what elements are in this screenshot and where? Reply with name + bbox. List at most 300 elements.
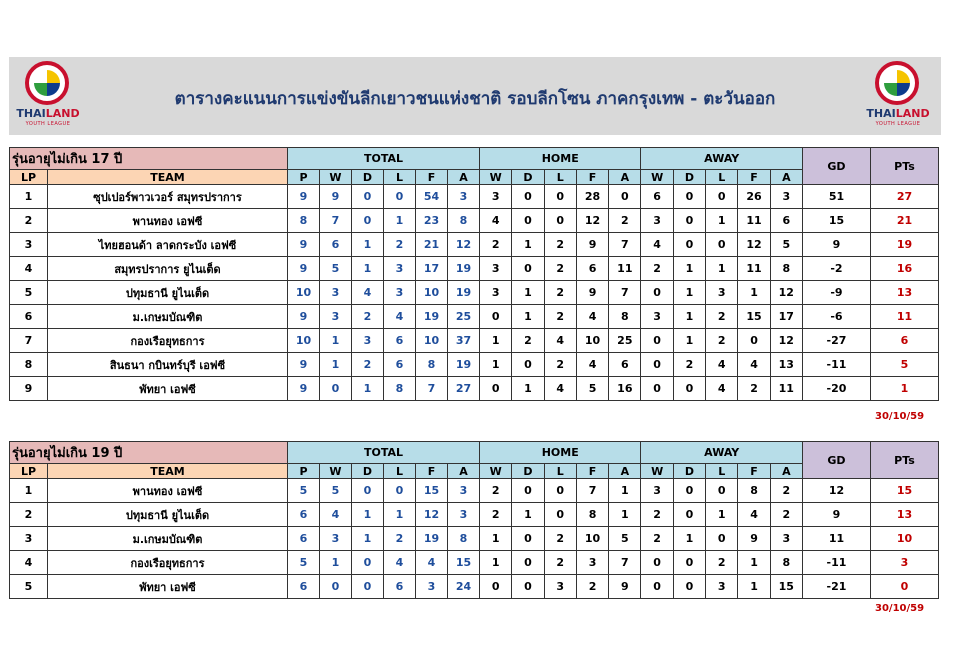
away-stat-cell: 1 — [673, 305, 705, 329]
home-col-header: L — [544, 464, 576, 479]
away-stat-cell: 4 — [738, 353, 770, 377]
home-stat-cell: 1 — [512, 281, 544, 305]
home-stat-cell: 2 — [609, 209, 641, 233]
total-col-header: A — [448, 464, 480, 479]
home-stat-cell: 1 — [512, 503, 544, 527]
points-cell: 3 — [870, 551, 938, 575]
total-stat-cell: 5 — [320, 257, 352, 281]
total-col-header: W — [320, 170, 352, 185]
standings-table-u19 — [9, 441, 939, 599]
total-stat-cell: 3 — [448, 503, 480, 527]
away-col-header: W — [641, 170, 673, 185]
home-stat-cell: 0 — [544, 209, 576, 233]
total-stat-cell: 25 — [448, 305, 480, 329]
rank-cell: 7 — [10, 329, 48, 353]
home-stat-cell: 6 — [609, 353, 641, 377]
rank-cell: 2 — [10, 503, 48, 527]
total-stat-cell: 2 — [352, 353, 384, 377]
total-stat-cell: 0 — [352, 209, 384, 233]
away-stat-cell: 3 — [770, 185, 802, 209]
goal-difference-cell: -11 — [802, 353, 870, 377]
away-stat-cell: 1 — [673, 281, 705, 305]
table-row — [10, 185, 939, 209]
total-stat-cell: 3 — [448, 185, 480, 209]
total-stat-cell: 2 — [384, 233, 416, 257]
home-stat-cell: 4 — [576, 353, 608, 377]
total-stat-cell: 0 — [352, 185, 384, 209]
points-cell: 19 — [870, 233, 938, 257]
away-stat-cell: 1 — [673, 527, 705, 551]
rank-cell: 3 — [10, 527, 48, 551]
home-stat-cell: 1 — [480, 527, 512, 551]
total-stat-cell: 6 — [384, 575, 416, 599]
total-stat-cell: 7 — [320, 209, 352, 233]
goal-difference-cell: 9 — [802, 503, 870, 527]
away-stat-cell: 8 — [770, 257, 802, 281]
home-stat-cell: 1 — [480, 353, 512, 377]
home-stat-cell: 8 — [576, 503, 608, 527]
home-stat-cell: 0 — [480, 575, 512, 599]
total-stat-cell: 6 — [288, 575, 320, 599]
home-stat-cell: 12 — [576, 209, 608, 233]
goal-difference-cell: -27 — [802, 329, 870, 353]
away-stat-cell: 1 — [706, 209, 738, 233]
home-stat-cell: 25 — [609, 329, 641, 353]
team-name-cell: พานทอง เอฟซี — [48, 209, 288, 233]
total-col-header: L — [384, 464, 416, 479]
home-col-header: D — [512, 170, 544, 185]
away-stat-cell: 2 — [706, 329, 738, 353]
home-stat-cell: 3 — [480, 257, 512, 281]
goal-difference-cell: 12 — [802, 479, 870, 503]
rank-cell: 9 — [10, 377, 48, 401]
points-cell: 6 — [870, 329, 938, 353]
rank-cell: 2 — [10, 209, 48, 233]
points-cell: 27 — [870, 185, 938, 209]
total-stat-cell: 6 — [320, 233, 352, 257]
away-stat-cell: 2 — [770, 503, 802, 527]
total-stat-cell: 10 — [288, 329, 320, 353]
away-stat-cell: 3 — [641, 209, 673, 233]
home-stat-cell: 9 — [576, 233, 608, 257]
team-name-cell: ปทุมธานี ยูไนเต็ด — [48, 503, 288, 527]
total-stat-cell: 3 — [384, 281, 416, 305]
away-col-header: D — [673, 170, 705, 185]
subheader-row — [10, 170, 939, 185]
total-stat-cell: 0 — [384, 185, 416, 209]
total-stat-cell: 27 — [448, 377, 480, 401]
total-stat-cell: 4 — [320, 503, 352, 527]
home-stat-cell: 1 — [609, 479, 641, 503]
total-stat-cell: 0 — [384, 479, 416, 503]
total-stat-cell: 10 — [288, 281, 320, 305]
update-date: 30/10/59 — [875, 603, 925, 614]
away-col-header: F — [738, 170, 770, 185]
logo-subtitle: YOUTH LEAGUE — [25, 121, 71, 127]
home-col-header: F — [576, 170, 608, 185]
away-stat-cell: 26 — [738, 185, 770, 209]
rank-cell: 4 — [10, 551, 48, 575]
total-col-header: W — [320, 464, 352, 479]
home-stat-cell: 1 — [480, 551, 512, 575]
league-logo-right — [863, 61, 933, 131]
home-stat-cell: 3 — [480, 281, 512, 305]
away-stat-cell: 0 — [706, 233, 738, 257]
rank-cell: 3 — [10, 233, 48, 257]
home-stat-cell: 2 — [480, 503, 512, 527]
away-stat-cell: 6 — [770, 209, 802, 233]
away-stat-cell: 0 — [706, 527, 738, 551]
away-stat-cell: 12 — [770, 281, 802, 305]
away-stat-cell: 0 — [641, 329, 673, 353]
home-stat-cell: 2 — [480, 233, 512, 257]
total-stat-cell: 1 — [320, 551, 352, 575]
goal-difference-cell: 15 — [802, 209, 870, 233]
away-stat-cell: 0 — [673, 209, 705, 233]
away-stat-cell: 0 — [706, 185, 738, 209]
away-stat-cell: 3 — [641, 305, 673, 329]
rank-cell: 6 — [10, 305, 48, 329]
team-name-cell: สินธนา กบินทร์บุรี เอฟซี — [48, 353, 288, 377]
total-stat-cell: 19 — [448, 257, 480, 281]
rank-cell: 5 — [10, 281, 48, 305]
total-stat-cell: 3 — [352, 329, 384, 353]
total-stat-cell: 6 — [384, 329, 416, 353]
total-stat-cell: 0 — [352, 479, 384, 503]
points-cell: 11 — [870, 305, 938, 329]
home-stat-cell: 7 — [609, 551, 641, 575]
away-stat-cell: 13 — [770, 353, 802, 377]
away-header: AWAY — [641, 442, 802, 464]
total-stat-cell: 3 — [320, 281, 352, 305]
home-stat-cell: 28 — [576, 185, 608, 209]
total-stat-cell: 3 — [448, 479, 480, 503]
away-stat-cell: 4 — [641, 233, 673, 257]
away-stat-cell: 2 — [641, 503, 673, 527]
points-cell: 0 — [870, 575, 938, 599]
points-cell: 21 — [870, 209, 938, 233]
total-stat-cell: 1 — [352, 377, 384, 401]
table-row — [10, 353, 939, 377]
home-stat-cell: 5 — [609, 527, 641, 551]
table-row — [10, 209, 939, 233]
away-col-header: W — [641, 464, 673, 479]
home-stat-cell: 7 — [609, 233, 641, 257]
total-stat-cell: 2 — [352, 305, 384, 329]
pts-header: PTs — [870, 148, 938, 185]
away-stat-cell: 2 — [770, 479, 802, 503]
rank-cell: 8 — [10, 353, 48, 377]
home-stat-cell: 4 — [544, 329, 576, 353]
points-cell: 10 — [870, 527, 938, 551]
total-stat-cell: 8 — [384, 377, 416, 401]
away-col-header: D — [673, 464, 705, 479]
home-stat-cell: 6 — [576, 257, 608, 281]
lp-header: LP — [10, 170, 48, 185]
home-header: HOME — [480, 442, 641, 464]
home-col-header: D — [512, 464, 544, 479]
total-stat-cell: 2 — [384, 527, 416, 551]
away-stat-cell: 0 — [641, 353, 673, 377]
total-stat-cell: 9 — [288, 377, 320, 401]
home-col-header: A — [609, 170, 641, 185]
away-stat-cell: 15 — [738, 305, 770, 329]
away-stat-cell: 1 — [673, 329, 705, 353]
home-col-header: A — [609, 464, 641, 479]
away-col-header: L — [706, 170, 738, 185]
total-stat-cell: 19 — [448, 281, 480, 305]
total-stat-cell: 9 — [320, 185, 352, 209]
away-stat-cell: 12 — [738, 233, 770, 257]
total-stat-cell: 9 — [288, 353, 320, 377]
team-name-cell: พัทยา เอฟซี — [48, 377, 288, 401]
away-stat-cell: 0 — [673, 233, 705, 257]
total-stat-cell: 54 — [416, 185, 448, 209]
away-col-header: A — [770, 464, 802, 479]
home-stat-cell: 0 — [512, 551, 544, 575]
home-stat-cell: 2 — [544, 305, 576, 329]
rank-cell: 5 — [10, 575, 48, 599]
home-stat-cell: 10 — [576, 527, 608, 551]
total-col-header: P — [288, 170, 320, 185]
home-stat-cell: 0 — [544, 503, 576, 527]
home-stat-cell: 2 — [544, 281, 576, 305]
update-date: 30/10/59 — [875, 411, 925, 422]
home-stat-cell: 2 — [544, 257, 576, 281]
total-stat-cell: 3 — [384, 257, 416, 281]
total-stat-cell: 24 — [448, 575, 480, 599]
home-stat-cell: 0 — [512, 209, 544, 233]
goal-difference-cell: 51 — [802, 185, 870, 209]
home-stat-cell: 1 — [512, 233, 544, 257]
table-row — [10, 281, 939, 305]
goal-difference-cell: 11 — [802, 527, 870, 551]
total-stat-cell: 9 — [288, 305, 320, 329]
table-row — [10, 479, 939, 503]
total-stat-cell: 1 — [352, 527, 384, 551]
total-stat-cell: 1 — [352, 257, 384, 281]
team-name-cell: ม.เกษมบัณฑิต — [48, 527, 288, 551]
subheader-row — [10, 464, 939, 479]
total-stat-cell: 0 — [352, 551, 384, 575]
logo-subtitle: YOUTH LEAGUE — [875, 121, 921, 127]
away-stat-cell: 11 — [738, 257, 770, 281]
home-stat-cell: 1 — [609, 503, 641, 527]
total-stat-cell: 9 — [288, 233, 320, 257]
away-stat-cell: 0 — [641, 281, 673, 305]
total-stat-cell: 19 — [416, 527, 448, 551]
home-stat-cell: 7 — [609, 281, 641, 305]
total-col-header: P — [288, 464, 320, 479]
gd-header: GD — [802, 148, 870, 185]
home-stat-cell: 2 — [544, 353, 576, 377]
team-name-cell: กองเรือยุทธการ — [48, 551, 288, 575]
goal-difference-cell: -11 — [802, 551, 870, 575]
home-stat-cell: 0 — [544, 185, 576, 209]
home-stat-cell: 0 — [512, 185, 544, 209]
total-col-header: A — [448, 170, 480, 185]
total-stat-cell: 4 — [352, 281, 384, 305]
total-col-header: D — [352, 170, 384, 185]
away-col-header: L — [706, 464, 738, 479]
away-stat-cell: 12 — [770, 329, 802, 353]
header-banner — [9, 57, 941, 135]
home-stat-cell: 11 — [609, 257, 641, 281]
away-stat-cell: 11 — [770, 377, 802, 401]
away-stat-cell: 3 — [770, 527, 802, 551]
team-header: TEAM — [48, 464, 288, 479]
total-stat-cell: 1 — [384, 209, 416, 233]
away-stat-cell: 0 — [641, 575, 673, 599]
home-stat-cell: 2 — [544, 527, 576, 551]
home-col-header: F — [576, 464, 608, 479]
points-cell: 16 — [870, 257, 938, 281]
team-name-cell: พานทอง เอฟซี — [48, 479, 288, 503]
total-stat-cell: 1 — [320, 353, 352, 377]
away-stat-cell: 6 — [641, 185, 673, 209]
total-stat-cell: 3 — [416, 575, 448, 599]
away-stat-cell: 2 — [706, 551, 738, 575]
away-stat-cell: 15 — [770, 575, 802, 599]
away-stat-cell: 8 — [738, 479, 770, 503]
table-row — [10, 257, 939, 281]
rank-cell: 1 — [10, 185, 48, 209]
home-stat-cell: 0 — [512, 257, 544, 281]
total-stat-cell: 1 — [320, 329, 352, 353]
rank-cell: 4 — [10, 257, 48, 281]
away-stat-cell: 3 — [706, 575, 738, 599]
team-name-cell: สมุทรปราการ ยูไนเต็ด — [48, 257, 288, 281]
total-stat-cell: 17 — [416, 257, 448, 281]
away-stat-cell: 4 — [706, 377, 738, 401]
age-group-title: รุ่นอายุไม่เกิน 17 ปี — [10, 148, 288, 170]
home-stat-cell: 3 — [480, 185, 512, 209]
gd-header: GD — [802, 442, 870, 479]
home-col-header: L — [544, 170, 576, 185]
total-stat-cell: 6 — [384, 353, 416, 377]
total-stat-cell: 8 — [416, 353, 448, 377]
table-row — [10, 305, 939, 329]
total-col-header: F — [416, 464, 448, 479]
home-stat-cell: 2 — [576, 575, 608, 599]
total-col-header: D — [352, 464, 384, 479]
total-col-header: F — [416, 170, 448, 185]
goal-difference-cell: -2 — [802, 257, 870, 281]
goal-difference-cell: -21 — [802, 575, 870, 599]
home-stat-cell: 9 — [576, 281, 608, 305]
total-stat-cell: 8 — [448, 527, 480, 551]
away-stat-cell: 2 — [738, 377, 770, 401]
total-stat-cell: 4 — [384, 305, 416, 329]
goal-difference-cell: 9 — [802, 233, 870, 257]
away-stat-cell: 0 — [673, 185, 705, 209]
home-stat-cell: 0 — [609, 185, 641, 209]
home-stat-cell: 0 — [512, 479, 544, 503]
home-col-header: W — [480, 464, 512, 479]
table-row — [10, 329, 939, 353]
team-name-cell: พัทยา เอฟซี — [48, 575, 288, 599]
total-stat-cell: 23 — [416, 209, 448, 233]
team-name-cell: ไทยฮอนด้า ลาดกระบัง เอฟซี — [48, 233, 288, 257]
page-title: ตารางคะแนนการแข่งขันลีกเยาวชนแห่งชาติ รอบลีกโซน ภาคกรุงเทพ - ตะวันออก — [174, 89, 776, 109]
total-stat-cell: 0 — [352, 575, 384, 599]
home-stat-cell: 5 — [576, 377, 608, 401]
away-stat-cell: 1 — [738, 281, 770, 305]
logo-wordmark: THAILAND — [866, 107, 930, 120]
away-header: AWAY — [641, 148, 802, 170]
away-stat-cell: 5 — [770, 233, 802, 257]
away-stat-cell: 0 — [673, 551, 705, 575]
away-stat-cell: 0 — [706, 479, 738, 503]
home-stat-cell: 1 — [480, 329, 512, 353]
points-cell: 15 — [870, 479, 938, 503]
table-row — [10, 575, 939, 599]
away-stat-cell: 17 — [770, 305, 802, 329]
points-cell: 5 — [870, 353, 938, 377]
total-stat-cell: 1 — [352, 503, 384, 527]
home-stat-cell: 0 — [512, 575, 544, 599]
total-header: TOTAL — [288, 148, 480, 170]
total-header: TOTAL — [288, 442, 480, 464]
home-stat-cell: 8 — [609, 305, 641, 329]
team-name-cell: ซุปเปอร์พาวเวอร์ สมุทรปราการ — [48, 185, 288, 209]
total-stat-cell: 15 — [448, 551, 480, 575]
table-row — [10, 377, 939, 401]
total-stat-cell: 12 — [448, 233, 480, 257]
total-stat-cell: 19 — [416, 305, 448, 329]
total-stat-cell: 6 — [288, 527, 320, 551]
team-header: TEAM — [48, 170, 288, 185]
away-col-header: A — [770, 170, 802, 185]
home-stat-cell: 16 — [609, 377, 641, 401]
away-stat-cell: 2 — [641, 257, 673, 281]
total-stat-cell: 37 — [448, 329, 480, 353]
away-stat-cell: 1 — [706, 257, 738, 281]
home-stat-cell: 1 — [512, 305, 544, 329]
away-stat-cell: 0 — [673, 503, 705, 527]
points-cell: 1 — [870, 377, 938, 401]
home-stat-cell: 2 — [480, 479, 512, 503]
home-stat-cell: 9 — [609, 575, 641, 599]
total-stat-cell: 4 — [384, 551, 416, 575]
home-stat-cell: 0 — [544, 479, 576, 503]
home-header: HOME — [480, 148, 641, 170]
points-cell: 13 — [870, 503, 938, 527]
away-stat-cell: 1 — [706, 503, 738, 527]
total-stat-cell: 6 — [288, 503, 320, 527]
total-stat-cell: 0 — [320, 575, 352, 599]
table-row — [10, 551, 939, 575]
home-stat-cell: 4 — [576, 305, 608, 329]
home-stat-cell: 0 — [512, 353, 544, 377]
total-stat-cell: 21 — [416, 233, 448, 257]
standings-table-u17 — [9, 147, 939, 401]
total-stat-cell: 1 — [352, 233, 384, 257]
total-stat-cell: 19 — [448, 353, 480, 377]
total-stat-cell: 9 — [288, 185, 320, 209]
away-stat-cell: 3 — [706, 281, 738, 305]
away-stat-cell: 1 — [673, 257, 705, 281]
home-stat-cell: 7 — [576, 479, 608, 503]
away-stat-cell: 8 — [770, 551, 802, 575]
away-stat-cell: 1 — [738, 575, 770, 599]
table-row — [10, 503, 939, 527]
logo-wordmark: THAILAND — [16, 107, 80, 120]
table-row — [10, 527, 939, 551]
points-cell: 13 — [870, 281, 938, 305]
away-stat-cell: 1 — [738, 551, 770, 575]
home-stat-cell: 0 — [480, 377, 512, 401]
